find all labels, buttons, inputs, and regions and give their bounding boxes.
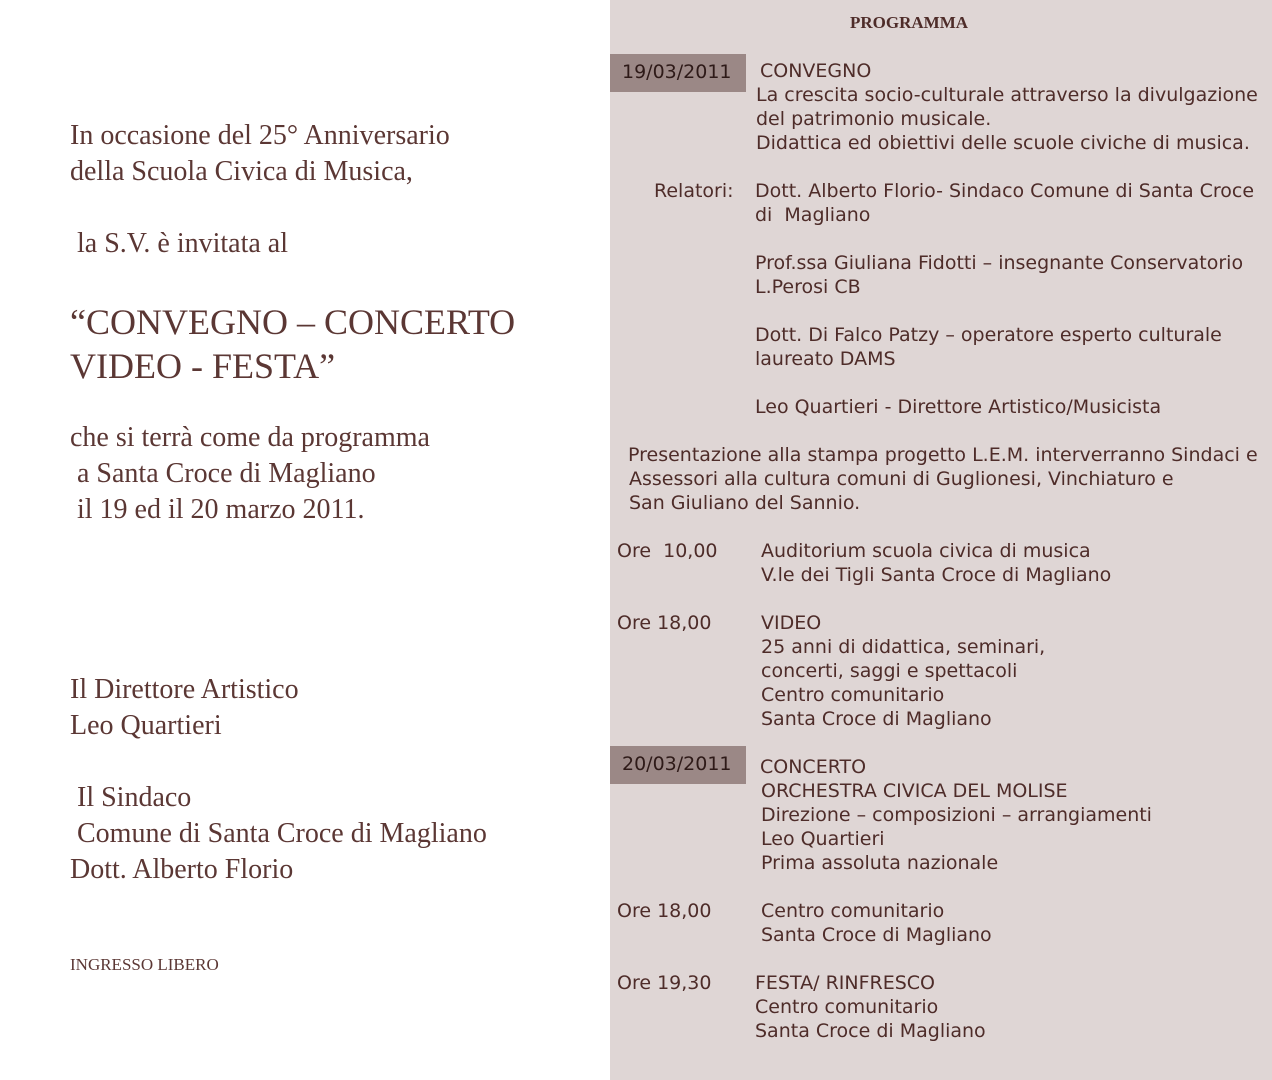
press-line: San Giuliano del Sannio. (629, 492, 861, 514)
speaker-line: di Magliano (755, 204, 871, 226)
speaker-line: laureato DAMS (755, 348, 896, 370)
event-title: “CONVEGNO – CONCERTO (70, 302, 516, 342)
event-time: Ore 18,00 (617, 900, 712, 922)
event-line: Santa Croce di Magliano (755, 1020, 986, 1042)
press-line: Presentazione alla stampa progetto L.E.M. interverranno Sindaci e (628, 444, 1258, 466)
concert-line: Leo Quartieri (761, 828, 885, 850)
free-entry: INGRESSO LIBERO (70, 955, 219, 974)
convegno-title: CONVEGNO (760, 60, 872, 82)
event-line: 25 anni di didattica, seminari, (761, 636, 1046, 658)
convegno-line: Didattica ed obiettivi delle scuole civiche di musica. (756, 132, 1250, 154)
director-name: Leo Quartieri (70, 710, 222, 741)
convegno-line: del patrimonio musicale. (756, 108, 992, 130)
convegno-line: La crescita socio-culturale attraverso la divulgazione (756, 84, 1258, 106)
concert-line: Prima assoluta nazionale (761, 852, 999, 874)
program-panel (610, 0, 1272, 1080)
info-line: il 19 ed il 20 marzo 2011. (70, 494, 365, 525)
event-title: VIDEO - FESTA” (70, 346, 336, 386)
event-line: Santa Croce di Magliano (761, 708, 992, 730)
concert-line: CONCERTO (760, 756, 867, 778)
event-line: Centro comunitario (755, 996, 939, 1018)
program-heading: PROGRAMMA (850, 13, 969, 32)
speaker-line: Dott. Alberto Florio- Sindaco Comune di Santa Croce (755, 180, 1255, 202)
event-time: Ore 10,00 (617, 540, 718, 562)
event-line: FESTA/ RINFRESCO (755, 972, 935, 994)
concert-line: Direzione – composizioni – arrangiamenti (761, 804, 1152, 826)
event-line: Centro comunitario (761, 684, 945, 706)
event-line: VIDEO (761, 612, 822, 634)
info-line: che si terrà come da programma (70, 422, 430, 453)
event-time: Ore 18,00 (617, 612, 712, 634)
concert-line: ORCHESTRA CIVICA DEL MOLISE (761, 780, 1068, 802)
mayor-name: Dott. Alberto Florio (70, 854, 294, 885)
date-badge (610, 746, 746, 784)
event-line: Centro comunitario (761, 900, 945, 922)
speaker-line: L.Perosi CB (755, 276, 861, 298)
press-line: Assessori alla cultura comuni di Guglionesi, Vinchiaturo e (629, 468, 1174, 490)
director-role: Il Direttore Artistico (70, 674, 299, 705)
invitation-panel (0, 0, 610, 1080)
speaker-line: Prof.ssa Giuliana Fidotti – insegnante Conservatorio (755, 252, 1244, 274)
date-label: 19/03/2011 (622, 61, 732, 83)
event-time: Ore 19,30 (617, 972, 712, 994)
intro-line: della Scuola Civica di Musica, (70, 156, 413, 187)
info-line: a Santa Croce di Magliano (70, 458, 376, 489)
mayor-comune: Comune di Santa Croce di Magliano (70, 818, 487, 849)
event-line: V.le dei Tigli Santa Croce di Magliano (761, 564, 1112, 586)
relatori-label: Relatori: (654, 180, 734, 202)
speaker-line: Dott. Di Falco Patzy – operatore esperto culturale (755, 324, 1222, 346)
intro-line: In occasione del 25° Anniversario (70, 120, 450, 151)
date-label: 20/03/2011 (622, 753, 732, 775)
invite-text: la S.V. è invitata al (70, 228, 288, 259)
event-line: Auditorium scuola civica di musica (761, 540, 1091, 562)
event-line: Santa Croce di Magliano (761, 924, 992, 946)
date-badge (610, 54, 746, 92)
speaker-line: Leo Quartieri - Direttore Artistico/Musicista (755, 396, 1162, 418)
event-line: concerti, saggi e spettacoli (761, 660, 1018, 682)
mayor-role: Il Sindaco (70, 782, 192, 813)
